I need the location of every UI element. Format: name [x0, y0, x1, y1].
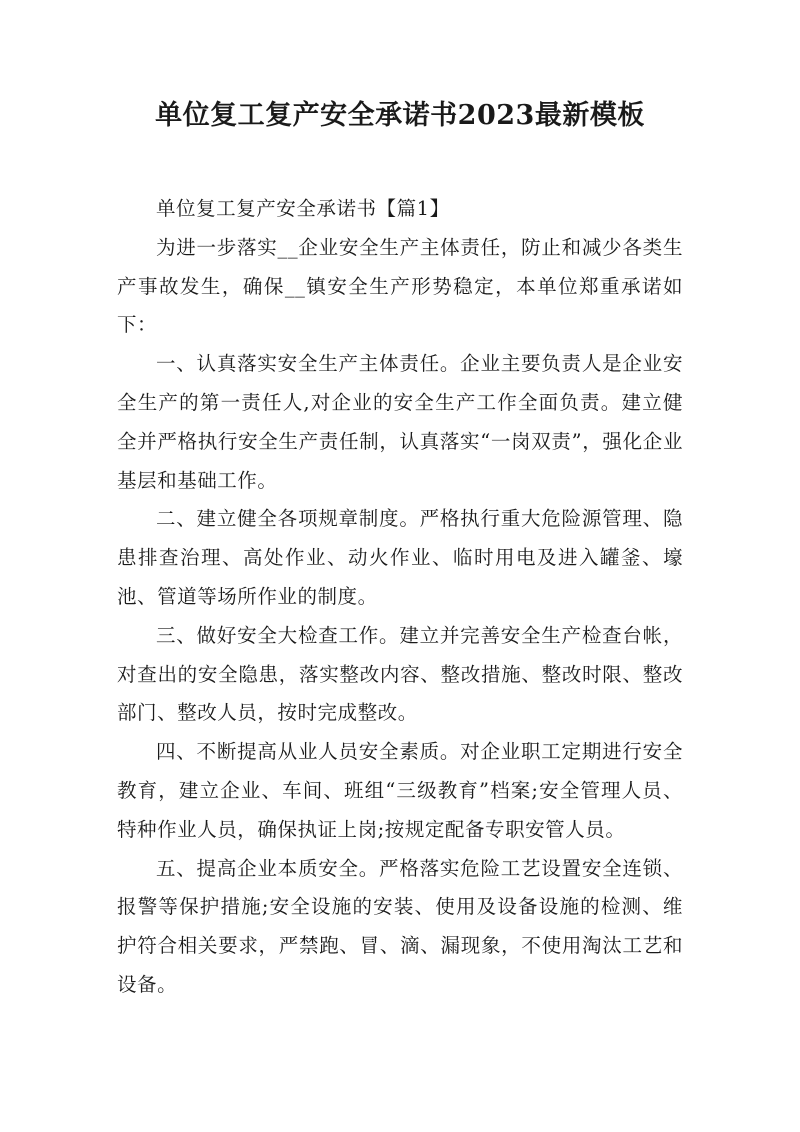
- paragraph-item-4: 四、不断提高从业人员安全素质。对企业职工定期进行安全教育，建立企业、车间、班组“三级教育”档案;安全管理人员、特种作业人员，确保执证上岗;按规定配备专职安管人员。: [117, 740, 683, 841]
- document-body: [117, 190, 683, 1005]
- paragraph-item-3: 三、做好安全大检查工作。建立并完善安全生产检查台帐，对查出的安全隐患，落实整改内容、整改措施、整改时限、整改部门、整改人员，按时完成整改。: [117, 623, 683, 725]
- document-title: 单位复工复产安全承诺书2023最新模板: [155, 100, 645, 131]
- paragraph-item-5: 五、提高企业本质安全。严格落实危险工艺设置安全连锁、报警等保护措施;安全设施的安装、使用及设备设施的检测、维护符合相关要求，严禁跑、冒、滴、漏现象，不使用淘汰工艺和设备。: [117, 856, 683, 996]
- paragraph-item-1: 一、认真落实安全生产主体责任。企业主要负责人是企业安全生产的第一责任人,对企业的安全生产工作全面负责。建立健全并严格执行安全生产责任制，认真落实“一岗双责”，强化企业基层和基础工作。: [117, 352, 683, 492]
- paragraph-intro: 为进一步落实__企业安全生产主体责任，防止和减少各类生产事故发生，确保__镇安全生产形势稳定，本单位郑重承诺如下：: [117, 235, 683, 337]
- section-heading: 单位复工复产安全承诺书【篇1】: [156, 197, 450, 220]
- paragraph-item-2: 二、建立健全各项规章制度。严格执行重大危险源管理、隐患排查治理、高处作业、动火作业、临时用电及进入罐釜、壕池、管道等场所作业的制度。: [117, 507, 683, 608]
